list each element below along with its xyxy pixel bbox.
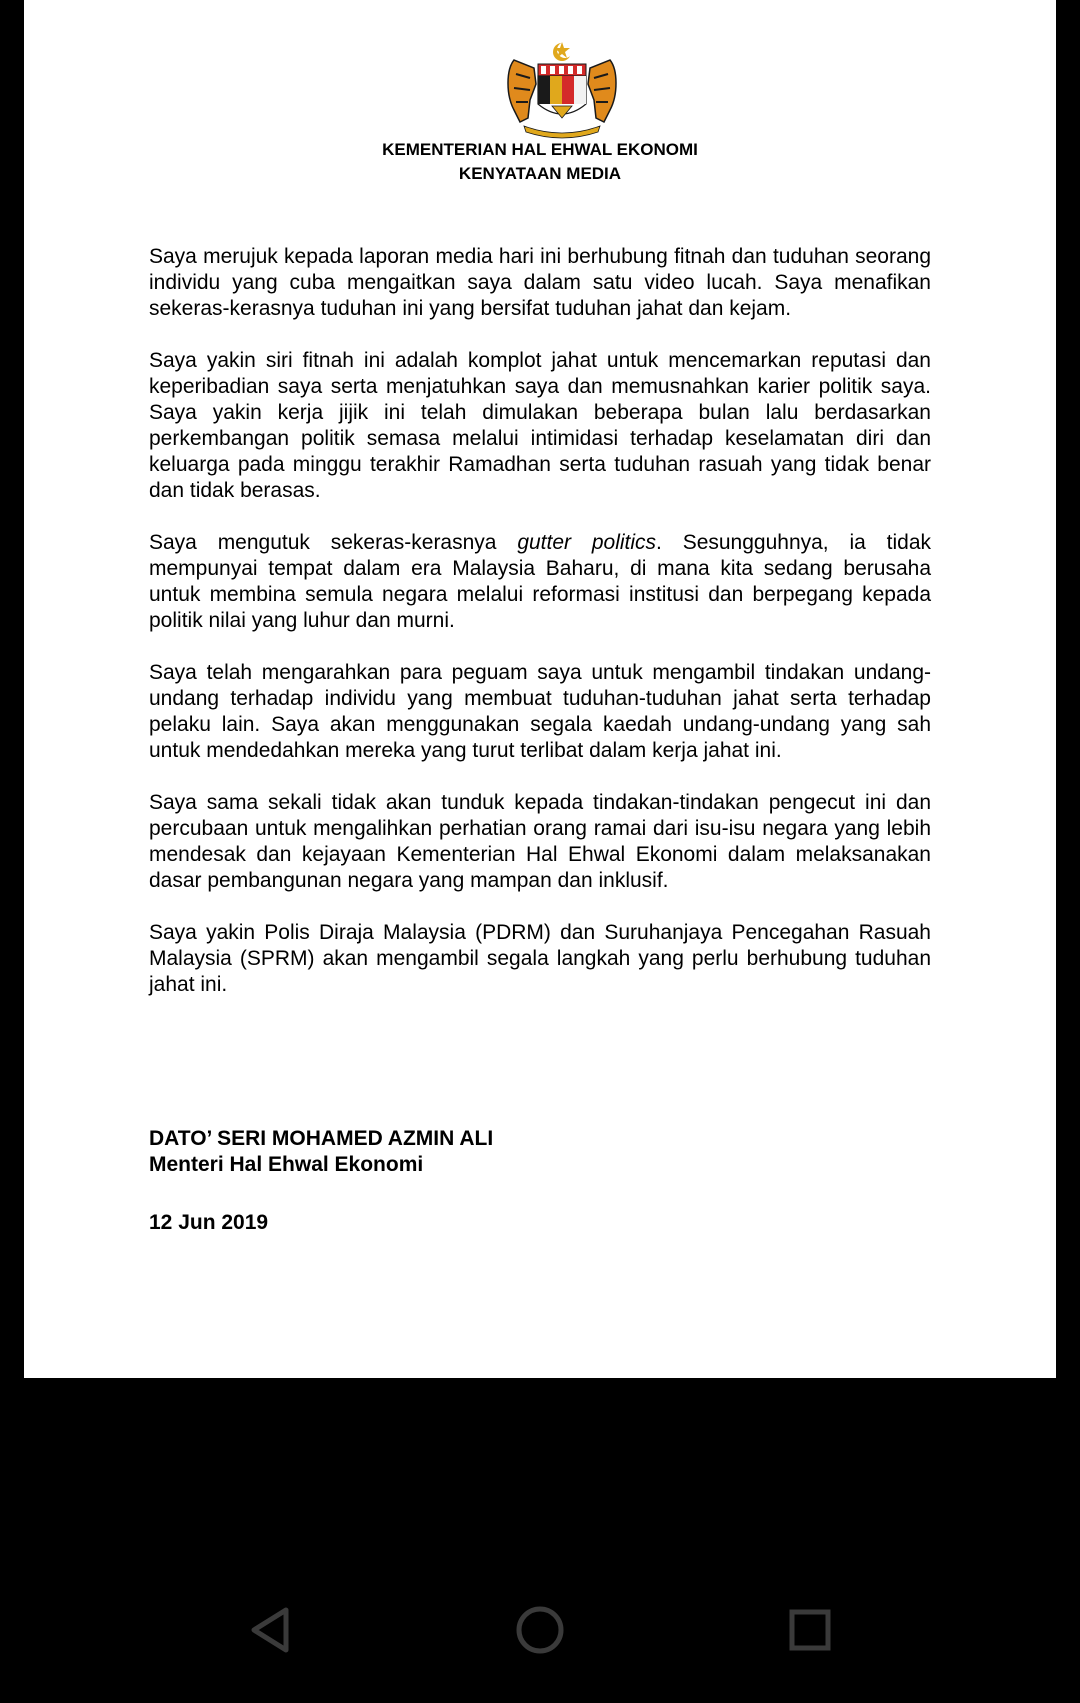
paragraph	[149, 530, 931, 634]
ministry-name: KEMENTERIAN HAL EHWAL EKONOMI	[382, 140, 698, 159]
statement-body	[149, 244, 931, 1024]
paragraph: Saya merujuk kepada laporan media hari ini berhubung fitnah dan tuduhan seorang individu yang cuba mengaitkan saya dalam satu video lucah. Saya menafikan sekeras-kerasnya tuduhan ini yang bersifat tuduhan jahat dan kejam.	[149, 245, 931, 320]
paragraph: Saya telah mengarahkan para peguam saya untuk mengambil tindakan undang-undang terhadap individu yang membuat tuduhan-tuduhan jahat serta terhadap pelaku lain. Saya akan menggunakan segala kaedah undang-undang yang sah untuk mendedahkan mereka yang turut terlibat dalam kerja jahat ini.	[149, 661, 931, 762]
signatory-title: Menteri Hal Ehwal Ekonomi	[149, 1153, 424, 1176]
coat-of-arms-logo	[500, 40, 624, 140]
paragraph: Saya yakin siri fitnah ini adalah komplot jahat untuk mencemarkan reputasi dan keperibadian saya serta menjatuhkan saya dan memusnahkan karier politik saya. Saya yakin kerja jijik ini telah dimulakan beberapa bulan lalu berdasarkan perkembangan politik semasa melalui intimidasi terhadap keselamatan diri dan keluarga pada minggu terakhir Ramadhan serta tuduhan rasuah yang tidak benar dan tidak berasas.	[149, 349, 931, 502]
emphasis-text: gutter politics	[517, 531, 657, 554]
recents-square-icon	[786, 1606, 834, 1654]
paragraph-text: Saya mengutuk sekeras-kerasnya	[149, 531, 518, 554]
signature-block	[149, 1126, 493, 1178]
paragraph: Saya sama sekali tidak akan tunduk kepada tindakan-tindakan pengecut ini dan percubaan untuk mengalihkan perhatian orang ramai dari isu-isu negara yang lebih mendesak dan kejayaan Kementerian Hal Ehwal Ekonomi dalam melaksanakan dasar pembangunan negara yang mampan dan inklusif.	[149, 791, 931, 892]
back-button[interactable]	[230, 1590, 310, 1670]
statement-date: 12 Jun 2019	[149, 1211, 269, 1234]
statement-type: KENYATAAN MEDIA	[458, 164, 622, 183]
home-button[interactable]	[500, 1590, 580, 1670]
recents-button[interactable]	[770, 1590, 850, 1670]
back-triangle-icon	[246, 1604, 294, 1656]
signatory-name: DATO’ SERI MOHAMED AZMIN ALI	[149, 1127, 494, 1150]
home-circle-icon	[514, 1604, 566, 1656]
paragraph-text: . Sesungguhnya, ia tidak mempunyai tempat dalam era Malaysia Baharu, di mana kita sedang berusaha untuk membina semula negara melalui reformasi institusi dan berpegang kepada politik nilai yang luhur dan murni.	[149, 531, 931, 632]
navigation-bar	[0, 1570, 1080, 1690]
document-page	[24, 0, 1056, 1378]
paragraph: Saya yakin Polis Diraja Malaysia (PDRM) dan Suruhanjaya Pencegahan Rasuah Malaysia (SPRM) akan mengambil segala langkah yang perlu berhubung tuduhan jahat ini.	[149, 921, 931, 996]
